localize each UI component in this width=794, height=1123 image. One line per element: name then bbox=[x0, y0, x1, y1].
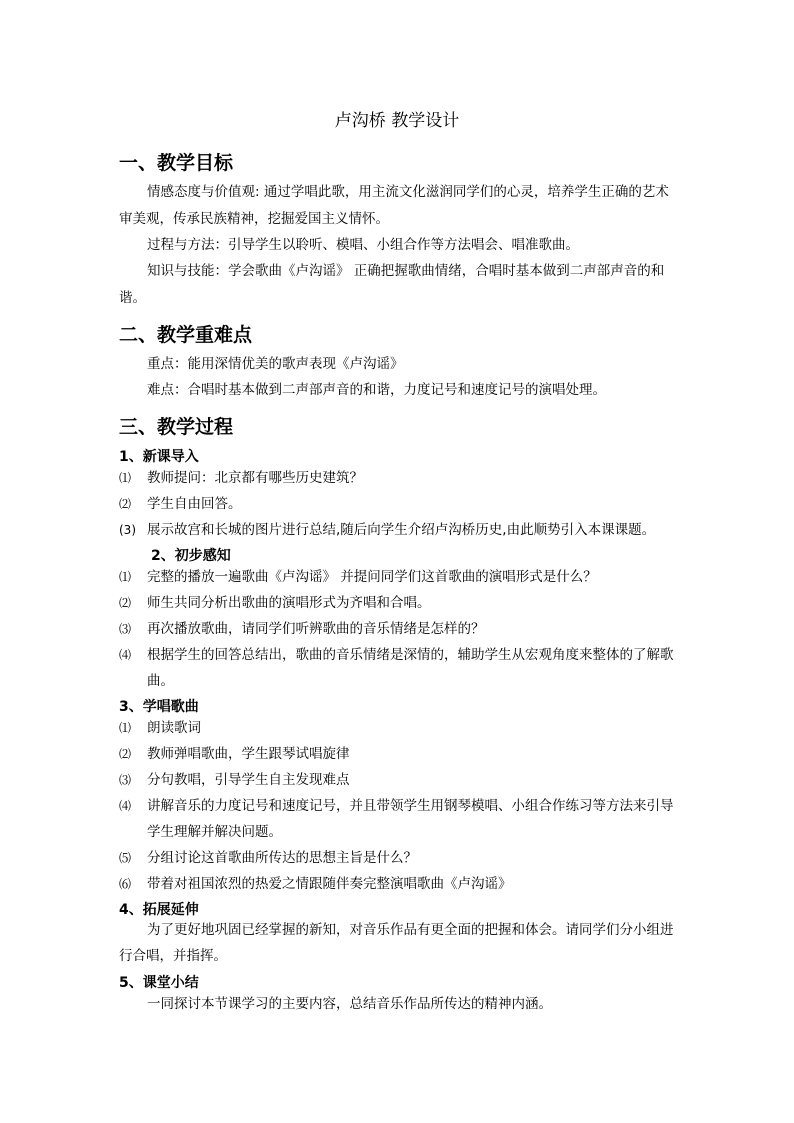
list-item bbox=[119, 715, 679, 741]
paragraph-extension: 为了更好地巩固已经掌握的新知，对音乐作品有更全面的把握和体会。请同学们分小组进行合唱，并指挥。 bbox=[119, 922, 674, 964]
paragraph-values: 情感态度与价值观: 通过学唱此歌，用主流文化滋润同学们的心灵，培养学生正确的艺术审美观，传承民族精神，挖掘爱国主义情怀。 bbox=[119, 184, 669, 227]
list-text: 讲解音乐的力度记号和速度记号，并且带领学生用钢琴模唱、小组合作练习等方法来引导学生理解并解决问题。 bbox=[147, 798, 674, 840]
list-number: ⑵ bbox=[119, 596, 132, 610]
section-heading-goals: 一、教学目标 bbox=[119, 152, 234, 174]
list-text: 教师提问：北京都有哪些历史建筑？ bbox=[147, 470, 363, 486]
list-item bbox=[119, 845, 679, 871]
list-text: 再次播放歌曲，请同学们听辨歌曲的音乐情绪是怎样的？ bbox=[147, 621, 485, 637]
list-number: ⑷ bbox=[119, 648, 132, 662]
paragraph-methods: 过程与方法：引导学生以聆听、模唱、小组合作等方法唱会、唱准歌曲。 bbox=[147, 237, 579, 253]
subheading-perception: 2、初步感知 bbox=[151, 548, 231, 564]
list-item bbox=[119, 491, 679, 517]
document-title: 卢沟桥 教学设计 bbox=[334, 111, 460, 131]
list-item bbox=[119, 642, 679, 694]
subheading-learn-song: 3、学唱歌曲 bbox=[119, 699, 199, 715]
list-text: 学生自由回答。 bbox=[147, 496, 242, 512]
list-item bbox=[119, 465, 679, 491]
list-number: ⑴ bbox=[119, 471, 132, 485]
subheading-extension: 4、拓展延伸 bbox=[119, 902, 199, 918]
list-text: 根据学生的回答总结出，歌曲的音乐情绪是深情的，辅助学生从宏观角度来整体的了解歌曲。 bbox=[147, 647, 674, 689]
list-text: 分组讨论这首歌曲所传达的思想主旨是什么？ bbox=[147, 850, 417, 866]
list-item bbox=[119, 767, 679, 793]
list-text: 分句教唱，引导学生自主发现难点 bbox=[147, 772, 350, 788]
list-number: ⑸ bbox=[119, 851, 132, 865]
list-number: ⑹ bbox=[119, 877, 132, 891]
list-item bbox=[119, 517, 679, 543]
list-number: ⑶ bbox=[119, 622, 132, 636]
list-number: ⑵ bbox=[119, 497, 132, 511]
list-item bbox=[119, 793, 679, 845]
list-text: 教师弹唱歌曲，学生跟琴试唱旋律 bbox=[147, 746, 350, 762]
list-text: 完整的播放一遍歌曲《卢沟谣》 并提问同学们这首歌曲的演唱形式是什么？ bbox=[147, 569, 597, 585]
paragraph-difficulty: 难点：合唱时基本做到二声部声音的和谐，力度记号和速度记号的演唱处理。 bbox=[147, 382, 606, 398]
section-heading-key-points: 二、教学重难点 bbox=[119, 324, 253, 346]
list-text: 带着对祖国浓烈的热爱之情跟随伴奏完整演唱歌曲《卢沟谣》 bbox=[147, 876, 512, 892]
subheading-summary: 5、课堂小结 bbox=[119, 975, 199, 991]
list-text: 师生共同分析出歌曲的演唱形式为齐唱和合唱。 bbox=[147, 595, 431, 611]
section-heading-process: 三、教学过程 bbox=[119, 416, 234, 438]
list-number: ⑶ bbox=[119, 773, 132, 787]
list-text: 展示故宫和长城的图片进行总结,随后向学生介绍卢沟桥历史,由此顺势引入本课课题。 bbox=[147, 522, 656, 538]
list-item bbox=[119, 564, 679, 590]
list-item bbox=[119, 590, 679, 616]
list-number: ⑵ bbox=[119, 747, 132, 761]
list-number: (3) bbox=[119, 523, 136, 537]
list-number: ⑴ bbox=[119, 721, 132, 735]
paragraph-skills: 知识与技能：学会歌曲《卢沟谣》 正确把握歌曲情绪，合唱时基本做到二声部声音的和谐。 bbox=[119, 263, 665, 306]
list-item bbox=[119, 741, 679, 767]
list-item bbox=[119, 616, 679, 642]
list-text: 朗读歌词 bbox=[147, 720, 201, 736]
subheading-introduction: 1、新课导入 bbox=[119, 449, 199, 465]
list-number: ⑴ bbox=[119, 570, 132, 584]
paragraph-summary: 一同探讨本节课学习的主要内容，总结音乐作品所传达的精神内涵。 bbox=[147, 996, 552, 1012]
list-item bbox=[119, 871, 679, 897]
paragraph-key-point: 重点：能用深情优美的歌声表现《卢沟谣》 bbox=[147, 356, 404, 372]
list-number: ⑷ bbox=[119, 799, 132, 813]
